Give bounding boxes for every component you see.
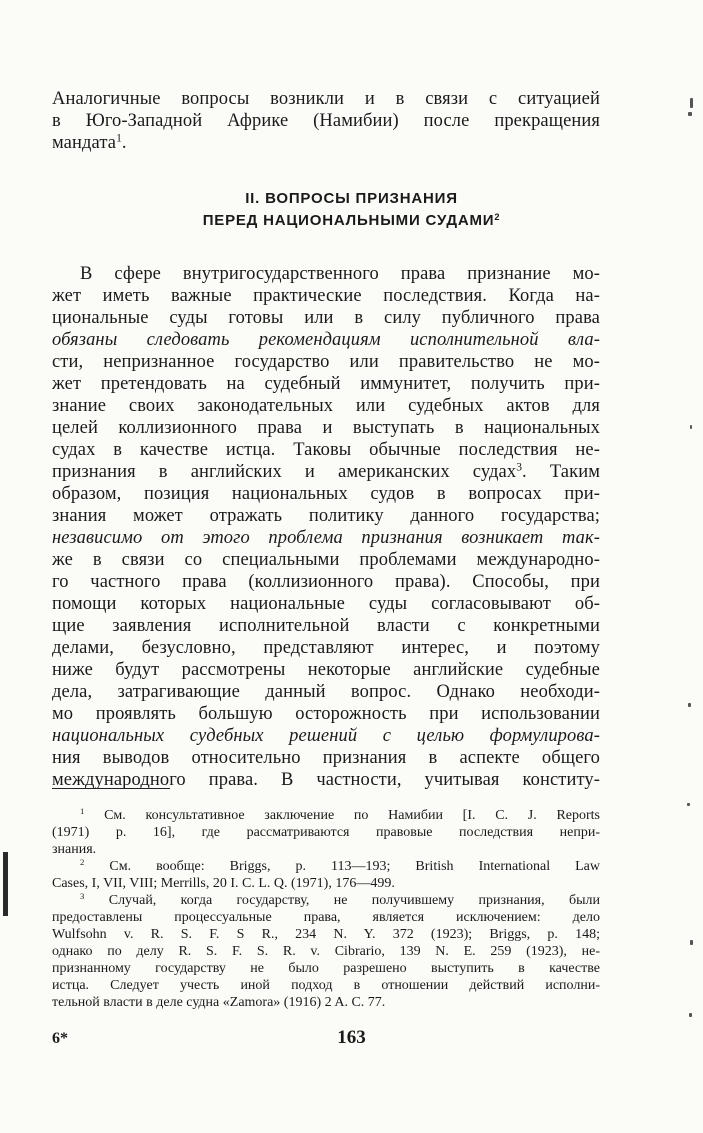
body-line-5: сти, непризнанное государство или правительство не мо- — [52, 352, 600, 372]
body-line-7: знание своих законодательных или судебных актов для — [52, 396, 600, 416]
footnote-2-line-1-text: См. вообще: Briggs, p. 113—193; British International Law — [109, 859, 600, 874]
footnote-1-line-1-text: См. консультативное заключение по Намибии [I. C. J. Reports — [104, 808, 601, 823]
body-line-20: дела, затрагивающие данный вопрос. Однако необходи- — [52, 682, 600, 702]
body-line-9: судах в качестве истца. Таковы обычные последствия не- — [52, 440, 600, 460]
footnote-3-line-1 — [80, 893, 600, 909]
body-line-16: помощи которых национальные суды согласовывают об- — [52, 594, 600, 614]
body-line-15: го частного права (коллизионного права). Способы, при — [52, 572, 600, 592]
intro-line-3: мандата$^1$. — [52, 132, 127, 153]
scan-speck — [687, 803, 690, 806]
footnote-1-line-3: знания. — [52, 842, 97, 857]
scan-speck — [689, 1013, 692, 1017]
body-line-3: циональные суды готовы или в силу публичного права — [52, 308, 600, 328]
body-line-22: национальных судебных решений с целью формулирова- — [52, 726, 600, 746]
intro-line-1: Аналогичные вопросы возникли и в связи с ситуацией — [52, 89, 600, 109]
body-line-11: образом, позиция национальных судов в вопросах при- — [52, 484, 600, 504]
footnote-2-number: 2 — [80, 857, 85, 868]
body-line-6: жет претендовать на судебный иммунитет, получить при- — [52, 374, 600, 394]
footnote-1-line-2: (1971) p. 16], где рассматриваются правовые последствия непри- — [52, 825, 600, 840]
scan-speck — [690, 940, 693, 945]
footnote-2-line-2: Cases, I, VII, VIII; Merrills, 20 I. C. L. Q. (1971), 176—499. — [52, 876, 395, 891]
footnote-3-line-6: истца. Следует учесть иной подход в отношении действий исполни- — [52, 978, 600, 993]
body-line-19: ниже будут рассмотрены некоторые английские судебные — [52, 660, 600, 680]
body-line-10-text: признания в английских и американских судах — [52, 462, 517, 482]
scan-speck — [690, 425, 692, 429]
footnote-2-line-1 — [80, 859, 600, 875]
page-number: 163 — [337, 1027, 366, 1048]
body-line-13: независимо от этого проблема признания возникает так- — [52, 528, 600, 548]
footnote-separator — [52, 788, 170, 789]
footnote-3-line-3: Wulfsohn v. R. S. F. S R., 234 N. Y. 372 (1923); Briggs, p. 148; — [52, 927, 600, 942]
footnote-1-line-1 — [80, 808, 600, 824]
footnote-1-number: 1 — [80, 806, 85, 817]
intro-line-2: в Юго-Западной Африке (Намибии) после прекращения — [52, 111, 600, 131]
body-line-21: мо проявлять большую осторожность при использовании — [52, 704, 600, 724]
footnote-3-line-1-text: Случай, когда государству, не получившему признания, были — [108, 893, 601, 908]
signature-mark: 6* — [52, 1030, 68, 1047]
body-line-12: знания может отражать политику данного государства; — [52, 506, 600, 526]
body-line-14: же в связи со специальными проблемами международно- — [52, 550, 600, 570]
body-line-18: делами, безусловно, представляют интерес, и поэтому — [52, 638, 600, 658]
footnote-3-line-7: тельной власти в деле судна «Zamora» (1916) 2 A. C. 77. — [52, 995, 386, 1010]
footnote-ref-1: 1 — [116, 132, 122, 145]
body-line-4: обязаны следовать рекомендациям исполнительной вла- — [52, 330, 600, 350]
body-line-24: международного права. В частности, учитывая конститу- — [52, 770, 600, 790]
footnote-ref-3: 3 — [516, 461, 523, 474]
body-line-10-tail: Таким — [549, 462, 601, 482]
body-line-1: В сфере внутригосударственного права признание мо- — [80, 264, 600, 284]
section-heading-line-2-text: ПЕРЕД НАЦИОНАЛЬНЫМИ СУДАМИ — [202, 212, 495, 229]
footnote-3-line-4: однако по делу R. S. F. S. R. v. Cibrario, 139 N. E. 259 (1923), не- — [52, 944, 600, 959]
footnote-3-line-5: признанному государству не было разрешено выступить в качестве — [52, 961, 600, 976]
body-line-17: щие заявления исполнительной власти с конкретными — [52, 616, 600, 636]
section-heading-line-2 — [0, 211, 703, 231]
body-line-10: признания в английских и американских судах$^3$. Таким — [52, 461, 601, 482]
body-line-23: ния выводов относительно признания в аспекте общего — [52, 748, 600, 768]
footnote-ref-2: 2 — [494, 211, 501, 222]
footnote-3-number: 3 — [80, 891, 85, 902]
scan-speck — [688, 703, 691, 707]
scan-speck — [688, 112, 692, 116]
section-heading-line-1: II. ВОПРОСЫ ПРИЗНАНИЯ — [245, 190, 458, 207]
body-line-8: целей коллизионного права и выступать в национальных — [52, 418, 600, 438]
footnote-3-line-2: предоставлены процессуальные права, является исключением: дело — [52, 910, 600, 925]
scan-speck — [690, 98, 693, 108]
binding-shadow — [3, 852, 8, 916]
body-line-2: жет иметь важные практические последствия. Когда на- — [52, 286, 600, 306]
intro-line-3-text: мандата — [52, 133, 117, 153]
